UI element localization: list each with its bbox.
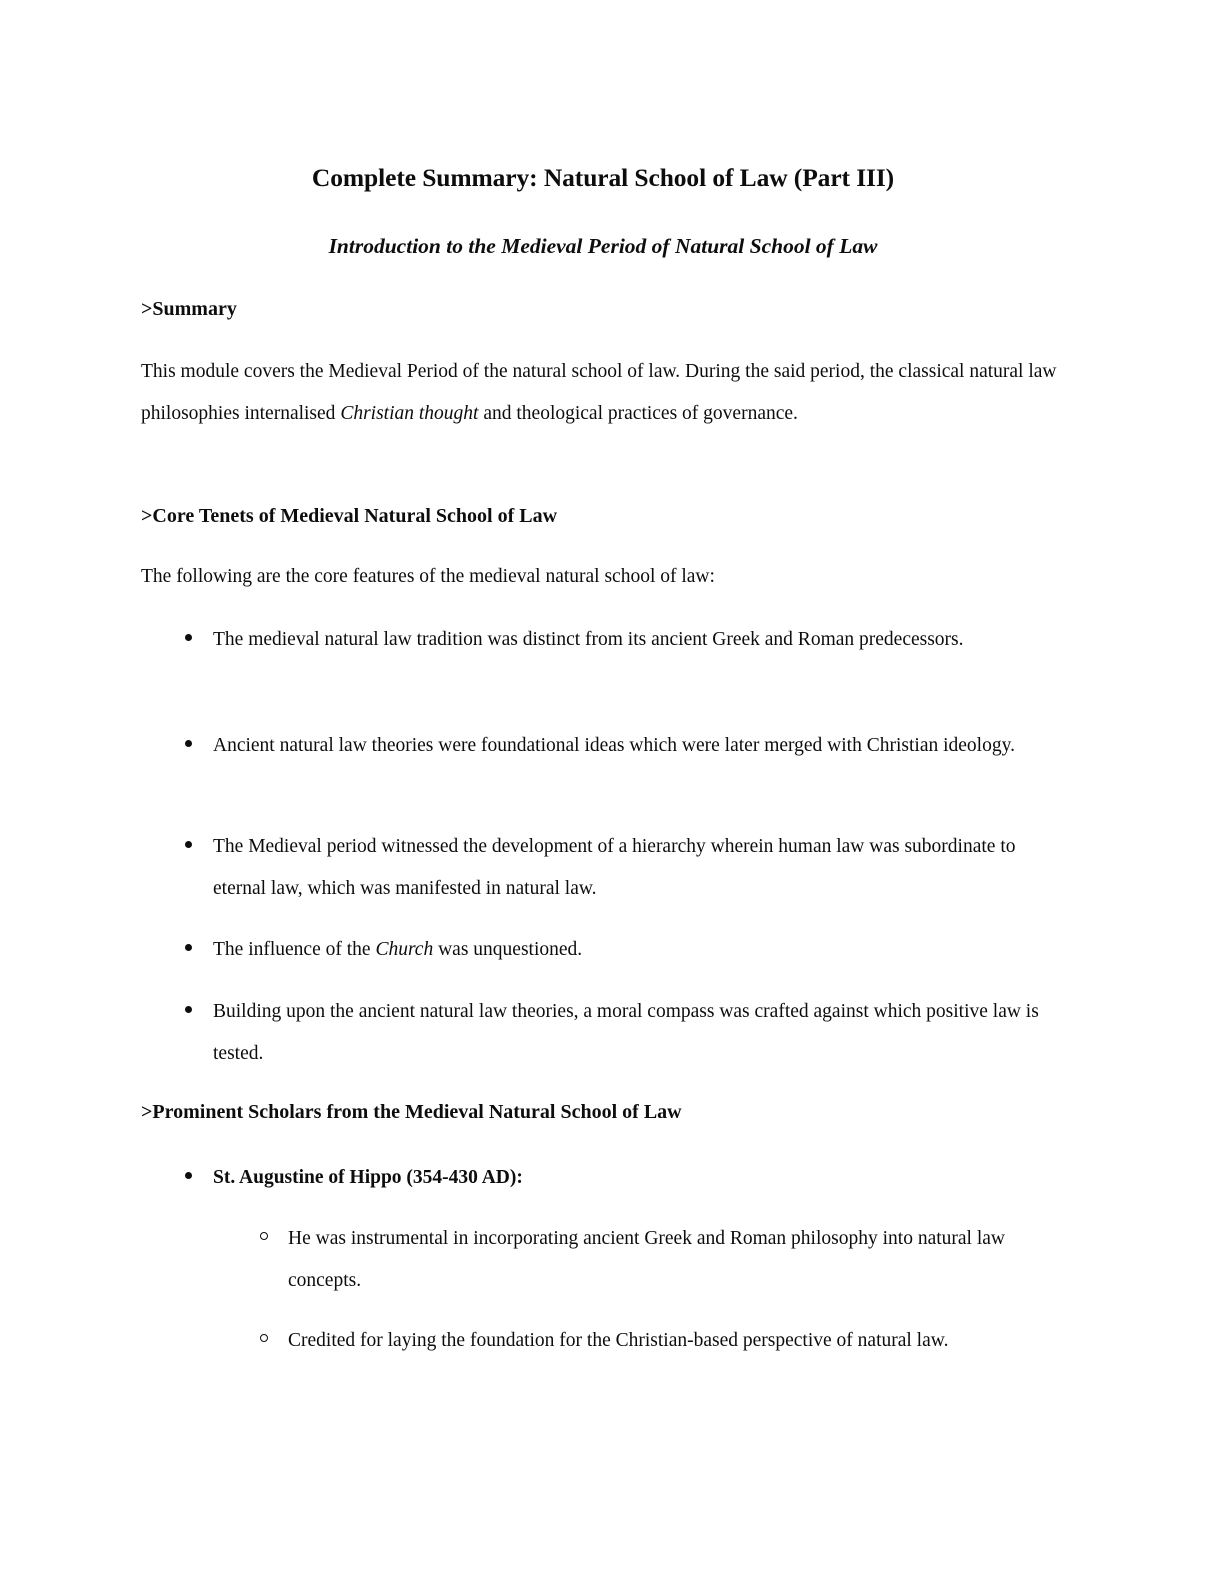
filled-circle-bullet-icon bbox=[185, 619, 203, 661]
sub-list-item bbox=[141, 1320, 1065, 1362]
summary-text-pre: This module covers the Medieval Period of the natural school of law. During the said period, the classical natural law philosophies internalised bbox=[141, 361, 1057, 424]
list-item bbox=[141, 929, 1065, 971]
paragraph-summary bbox=[141, 351, 1065, 435]
list-item bbox=[141, 826, 1065, 910]
summary-text-post: and theological practices of governance. bbox=[478, 403, 798, 424]
heading-prominent-scholars: >Prominent Scholars from the Medieval Natural School of Law bbox=[141, 1101, 682, 1123]
hollow-circle-bullet-icon bbox=[260, 1218, 278, 1260]
list-item-scholar bbox=[141, 1157, 1065, 1199]
document-title: Complete Summary: Natural School of Law (Part III) bbox=[311, 163, 895, 192]
list-item-text-pre: The influence of the bbox=[213, 939, 376, 960]
filled-circle-bullet-icon bbox=[185, 929, 203, 971]
list-item-text: Building upon the ancient natural law theories, a moral compass was crafted against which positive law is tested. bbox=[213, 1001, 1039, 1064]
filled-circle-bullet-icon bbox=[185, 1157, 203, 1199]
sub-list-item bbox=[141, 1218, 1065, 1302]
list-item bbox=[141, 991, 1065, 1075]
filled-circle-bullet-icon bbox=[185, 725, 203, 767]
sub-list-item-text: Credited for laying the foundation for the Christian-based perspective of natural law. bbox=[288, 1330, 949, 1351]
list-item-text-post: was unquestioned. bbox=[433, 939, 583, 960]
filled-circle-bullet-icon bbox=[185, 991, 203, 1033]
list-item bbox=[141, 725, 1065, 767]
filled-circle-bullet-icon bbox=[185, 826, 203, 868]
list-item-text: Ancient natural law theories were foundational ideas which were later merged with Christian ideology. bbox=[213, 735, 1015, 756]
document-subtitle: Introduction to the Medieval Period of Natural School of Law bbox=[328, 234, 878, 258]
list-item-text bbox=[213, 929, 1065, 971]
list-item bbox=[141, 619, 1065, 661]
list-item-text-italic: Church bbox=[375, 939, 434, 960]
scholar-name: St. Augustine of Hippo (354-430 AD): bbox=[213, 1167, 523, 1188]
heading-summary: >Summary bbox=[141, 298, 237, 320]
sub-list-item-text: He was instrumental in incorporating ancient Greek and Roman philosophy into natural law concepts. bbox=[288, 1228, 1005, 1291]
summary-text-italic: Christian thought bbox=[340, 403, 479, 424]
hollow-circle-bullet-icon bbox=[260, 1320, 278, 1362]
heading-core-tenets: >Core Tenets of Medieval Natural School of Law bbox=[141, 505, 558, 527]
paragraph-core-tenets-intro: The following are the core features of the medieval natural school of law: bbox=[141, 566, 715, 587]
list-item-text: The Medieval period witnessed the development of a hierarchy wherein human law was subordinate to eternal law, which was manifested in natural law. bbox=[213, 836, 1016, 899]
list-item-text: The medieval natural law tradition was distinct from its ancient Greek and Roman predecessors. bbox=[213, 629, 964, 650]
